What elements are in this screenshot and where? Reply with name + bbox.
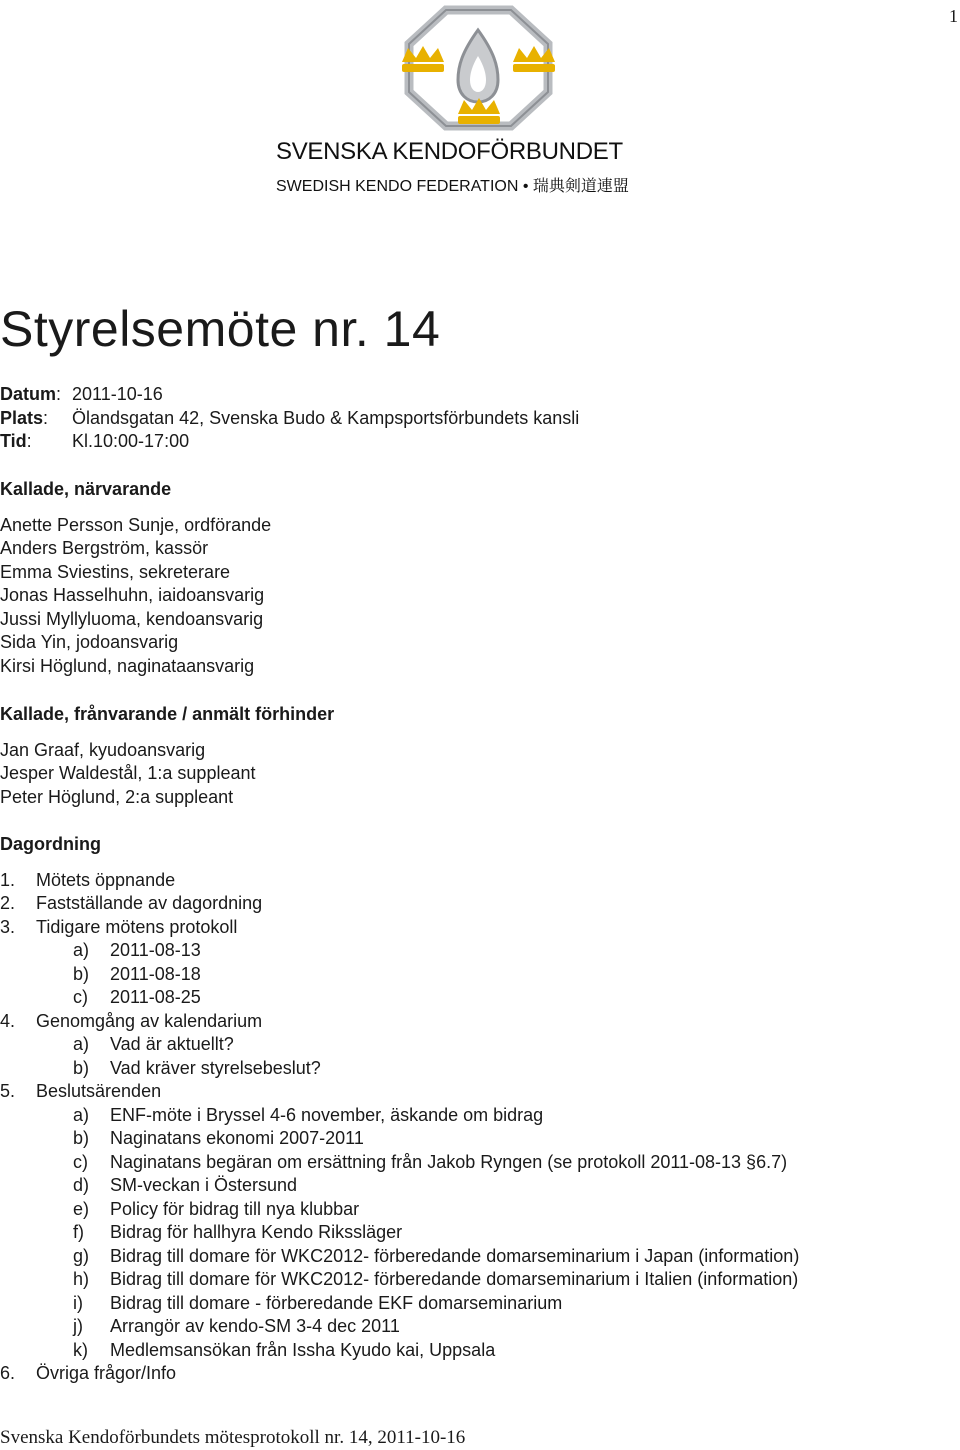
agenda-item: [0, 1080, 799, 1104]
present-list: [0, 514, 271, 679]
list-item: Kirsi Höglund, naginataansvarig: [0, 655, 255, 676]
agenda-subitem-letter: b): [73, 1128, 90, 1148]
date-value: 2011-10-16: [72, 384, 163, 404]
page-number: 1: [949, 6, 958, 26]
agenda-subitem: [0, 1127, 799, 1151]
agenda-subitem: [0, 1057, 799, 1081]
agenda-subitem-letter: c): [73, 1151, 88, 1172]
agenda-item-number: 4.: [0, 1010, 16, 1031]
agenda-subitem-text: 2011-08-18: [110, 963, 201, 984]
agenda-subitem: [0, 939, 799, 963]
agenda-item-text: Mötets öppnande: [36, 869, 176, 890]
agenda-subitem: [0, 1339, 799, 1363]
agenda-subitem-letter: b): [73, 963, 90, 984]
agenda-item-text: Övriga frågor/Info: [36, 1363, 177, 1383]
agenda-item-text: Beslutsärenden: [36, 1081, 162, 1101]
place-value: Ölandsgatan 42, Svenska Budo & Kampsportsförbundets kansli: [72, 407, 580, 428]
agenda-item: [0, 916, 799, 940]
agenda-subitem-text: Vad kräver styrelsebeslut?: [110, 1057, 321, 1078]
agenda-subitem: [0, 1245, 799, 1269]
meeting-meta: [0, 383, 579, 454]
agenda-subitem: [0, 1198, 799, 1222]
agenda-subitem-letter: j): [73, 1316, 83, 1336]
agenda-item-number: 6.: [0, 1363, 16, 1383]
agenda-subitem-letter: a): [73, 1104, 90, 1125]
time-value: Kl.10:00-17:00: [72, 431, 190, 451]
agenda-subitem-text: ENF-möte i Bryssel 4-6 november, äskande om bidrag: [110, 1104, 544, 1125]
agenda-subitem-letter: h): [73, 1269, 90, 1289]
list-item: Emma Sviestins, sekreterare: [0, 561, 231, 582]
agenda-item-text: Genomgång av kalendarium: [36, 1010, 263, 1031]
date-label: Datum: [0, 384, 57, 404]
list-item: Peter Höglund, 2:a suppleant: [0, 786, 234, 807]
agenda-subitem: [0, 1104, 799, 1128]
agenda-subitem-text: Bidrag till domare - förberedande EKF domarseminarium: [110, 1292, 563, 1313]
agenda-subitem-text: Arrangör av kendo-SM 3-4 dec 2011: [110, 1316, 400, 1336]
agenda-subitem-text: Naginatans begäran om ersättning från Jakob Ryngen (se protokoll 2011-08-13 §6.7): [110, 1151, 788, 1172]
present-heading: Kallade, närvarande: [0, 479, 172, 499]
agenda-subitem-letter: a): [73, 1034, 90, 1054]
agenda-item-number: 3.: [0, 916, 16, 937]
agenda-subitem: [0, 963, 799, 987]
agenda-item-text: Tidigare mötens protokoll: [36, 916, 238, 937]
absent-heading: Kallade, frånvarande / anmält förhinder: [0, 704, 335, 724]
agenda-subitem-text: SM-veckan i Östersund: [110, 1175, 298, 1195]
list-item: Jan Graaf, kyudoansvarig: [0, 739, 206, 760]
meta-date: Datum: 2011-10-16: [0, 384, 163, 404]
agenda-subitem-text: Naginatans ekonomi 2007-2011: [110, 1128, 364, 1148]
agenda-item-text: Fastställande av dagordning: [36, 893, 263, 913]
time-label: Tid: [0, 431, 27, 451]
agenda-subitem-text: 2011-08-13: [110, 940, 201, 960]
organization-subtitle: SWEDISH KENDO FEDERATION • 瑞典剣道連盟: [276, 178, 629, 195]
agenda-subitem: [0, 1221, 799, 1245]
agenda-subitem-letter: a): [73, 940, 90, 960]
list-item: Sida Yin, jodoansvarig: [0, 632, 179, 652]
present-section: [0, 478, 271, 678]
agenda-item: [0, 1010, 799, 1034]
absent-list: [0, 739, 334, 810]
organization-name: SVENSKA KENDOFÖRBUNDET: [276, 138, 623, 165]
agenda-list: [0, 869, 799, 1386]
agenda-subitem: [0, 1174, 799, 1198]
agenda-item: [0, 869, 799, 893]
agenda-subitem: [0, 1151, 799, 1175]
list-item: Jesper Waldestål, 1:a suppleant: [0, 763, 256, 783]
agenda-subitem-letter: b): [73, 1057, 90, 1078]
agenda-section: [0, 833, 799, 1386]
kendo-federation-emblem-icon: [396, 4, 561, 132]
agenda-subitem-letter: g): [73, 1245, 90, 1266]
page-title: Styrelsemöte nr. 14: [0, 301, 441, 357]
agenda-subitem-text: Medlemsansökan från Issha Kyudo kai, Uppsala: [110, 1339, 496, 1360]
agenda-subitem: [0, 986, 799, 1010]
list-item: Jonas Hasselhuhn, iaidoansvarig: [0, 585, 265, 605]
agenda-subitem-text: Vad är aktuellt?: [110, 1034, 234, 1054]
agenda-subitem-letter: k): [73, 1339, 88, 1360]
agenda-subitem-text: Policy för bidrag till nya klubbar: [110, 1198, 360, 1219]
meta-time: Tid: Kl.10:00-17:00: [0, 431, 190, 451]
agenda-item-number: 2.: [0, 893, 16, 913]
federation-logo: [276, 4, 686, 196]
agenda-subitem: [0, 1033, 799, 1057]
agenda-subitem-letter: e): [73, 1198, 90, 1219]
list-item: Jussi Myllyluoma, kendoansvarig: [0, 608, 264, 629]
agenda-subitem-letter: c): [73, 987, 88, 1007]
place-label: Plats: [0, 407, 44, 428]
agenda-subitem: [0, 1268, 799, 1292]
agenda-item-number: 5.: [0, 1081, 16, 1101]
meta-place: Plats: Ölandsgatan 42, Svenska Budo & Kampsportsförbundets kansli: [0, 407, 580, 428]
agenda-subitem-letter: d): [73, 1175, 90, 1195]
agenda-item-number: 1.: [0, 869, 16, 890]
agenda-heading: Dagordning: [0, 834, 101, 854]
agenda-subitem-text: Bidrag till domare för WKC2012- förberedande domarseminarium i Italien (information): [110, 1269, 799, 1289]
agenda-item: [0, 892, 799, 916]
list-item: Anette Persson Sunje, ordförande: [0, 514, 272, 535]
agenda-subitem: [0, 1292, 799, 1316]
list-item: Anders Bergström, kassör: [0, 538, 209, 558]
footer: Svenska Kendoförbundets mötesprotokoll nr. 14, 2011-10-16: [0, 1427, 466, 1448]
absent-section: [0, 703, 334, 809]
agenda-item: [0, 1362, 799, 1386]
agenda-subitem-text: Bidrag för hallhyra Kendo Rikssläger: [110, 1222, 403, 1242]
agenda-subitem: [0, 1315, 799, 1339]
agenda-subitem-letter: f): [73, 1222, 84, 1242]
agenda-subitem-letter: i): [73, 1292, 83, 1313]
agenda-subitem-text: 2011-08-25: [110, 987, 201, 1007]
agenda-subitem-text: Bidrag till domare för WKC2012- förberedande domarseminarium i Japan (information): [110, 1245, 800, 1266]
